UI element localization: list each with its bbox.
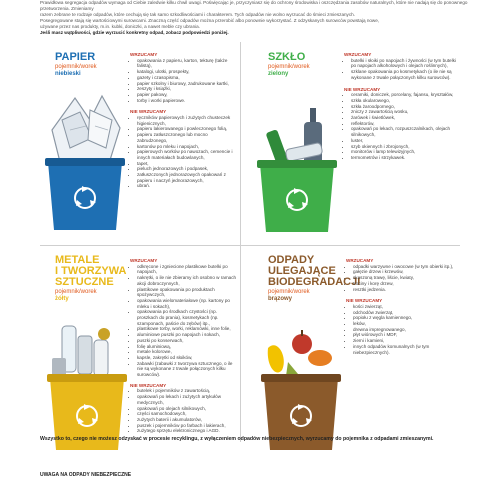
list-item: • aluminiowe puszki po napojach i sokach, bbox=[137, 332, 238, 338]
list-item: • torby i worki papierowe. bbox=[137, 98, 235, 104]
list-item: • skoszoną trawę, liście, kwiaty, bbox=[353, 275, 460, 281]
list-item: • gałęzie drzew i krzewów, bbox=[353, 269, 460, 275]
metal-color: żółty bbox=[55, 296, 69, 302]
list-item: • odchodów zwierząt, bbox=[353, 310, 460, 316]
bio-color: brązowy bbox=[268, 296, 293, 302]
list-item: • papier pakowy, bbox=[137, 92, 235, 98]
list-item: • tapet, bbox=[137, 161, 235, 167]
glass-bin bbox=[252, 100, 342, 240]
paper-lists bbox=[130, 52, 235, 189]
bio-yes-heading: WRZUCAMY bbox=[346, 258, 374, 263]
list-item: • zabawki (zabawki z tworzywa sztucznego, o ile nie są wykonane z trwale połączonych kilku surowców). bbox=[137, 361, 238, 378]
list-item: • plastikowe torby, worki, reklamówki, inne folie, bbox=[137, 326, 238, 332]
list-item: • katalogi, ulotki, prospekty, bbox=[137, 69, 235, 75]
list-item: • zniczy z zawartością wosku, bbox=[351, 109, 459, 115]
list-item: • butelek i pojemników z zawartością, bbox=[137, 388, 238, 394]
metal-no-list bbox=[130, 388, 238, 434]
list-item: • puszki po konserwach, bbox=[137, 338, 238, 344]
list-item: • innych odpadów komunalnych (w tym niebezpiecznych). bbox=[353, 344, 460, 355]
paper-no-heading: NIE WRZUCAMY bbox=[130, 109, 167, 115]
bio-title-1: ODPADY bbox=[268, 254, 315, 266]
list-item: • pieluch jednorazowych i podpasek, bbox=[137, 166, 235, 172]
list-item: • nakrętki, o ile nie zbieramy ich osobno w ramach akcji dobroczynnych, bbox=[137, 275, 238, 286]
list-item: • termometrów i strzykawek. bbox=[351, 155, 459, 161]
list-item: • kości zwierząt, bbox=[353, 304, 460, 310]
metal-no-heading: NIE WRZUCAMY bbox=[130, 382, 167, 388]
glass-bin-label: pojemnik/worek bbox=[268, 64, 310, 70]
list-item: • kapsle, zakrętki od słoików, bbox=[137, 355, 238, 361]
list-item: • ubrań. bbox=[137, 183, 235, 189]
list-item: • metale kolorowe, bbox=[137, 349, 238, 355]
intro-line-5: Jeśli masz wątpliwości, gdzie wyrzucić konkretny odpad, zobacz podpowiedzi poniżej. bbox=[40, 30, 229, 35]
list-item: • opakowań po lekach i zużytych artykułów medycznych, bbox=[137, 394, 238, 405]
plastic-bottles-icon bbox=[52, 326, 110, 376]
paper-no-list bbox=[130, 115, 235, 189]
list-item: • plastikowe opakowania po produktach spożywczych, bbox=[137, 287, 238, 298]
footer-heading: UWAGA NA ODPADY NIEBEZPIECZNE bbox=[40, 472, 132, 478]
list-item: • zatłuszczonych jednorazowych opakowań z papieru i naczyń jednorazowych, bbox=[137, 172, 235, 183]
list-item: • części samochodowych, bbox=[137, 411, 238, 417]
list-item: • szkła żaroodpornego, bbox=[351, 104, 459, 110]
vertical-divider bbox=[240, 42, 241, 442]
paper-color: niebieski bbox=[55, 71, 81, 77]
list-item: • luster, bbox=[351, 138, 459, 144]
food-waste-icon bbox=[268, 330, 332, 376]
intro-line-1: Prawidłowa segregacja odpadów wymaga od Ciebie zaledwie kilku chwil uwagi. Poświęcając je, przyczyniasz się do ochrony środowiska i oszczędzania zasobów naturalnych, które nie nadają się do ponownego przetworzenia. Zmieniamy bbox=[40, 0, 468, 11]
paper-pile-icon bbox=[52, 96, 120, 162]
list-item: • żarówek i świetlówek, bbox=[351, 115, 459, 121]
metal-yes-list bbox=[130, 264, 238, 378]
list-item: • folię aluminiową, bbox=[137, 344, 238, 350]
glass-yes-list bbox=[344, 58, 459, 81]
list-item: • ceramiki, doniczek, porcelany, fajansu, kryształów, bbox=[351, 92, 459, 98]
list-item: • monitorów i lamp telewizyjnych, bbox=[351, 149, 459, 155]
glass-lists bbox=[344, 52, 459, 161]
list-item: • papierowych worków po nawozach, cemencie i innych materiałach budowlanych, bbox=[137, 149, 235, 160]
list-item: • szkła okularowego, bbox=[351, 98, 459, 104]
list-item: • zużytego sprzętu elektronicznego i AGD. bbox=[137, 428, 238, 434]
bio-no-heading: NIE WRZUCAMY bbox=[346, 298, 383, 304]
paper-title: PAPIER bbox=[55, 51, 96, 63]
footer-note: Wszystko to, czego nie możesz odzyskać w procesie recyklingu, z wyłączeniem odpadów niebezpiecznych, wyrzucamy do pojemnika z odpadami zmieszanymi. bbox=[40, 436, 434, 442]
bio-lists bbox=[346, 258, 460, 355]
list-item: • ręczników papierowych i zużytych chusteczek higienicznych, bbox=[137, 115, 235, 126]
list-item: • popiołu z węgla kamiennego, bbox=[353, 315, 460, 321]
list-item: • opakowania z papieru, karton, tekturę (także falistą), bbox=[137, 58, 235, 69]
list-item: • płyt wiórowych i MDF, bbox=[353, 332, 460, 338]
glass-no-list bbox=[344, 92, 459, 160]
bio-yes-list bbox=[346, 264, 460, 293]
glass-no-heading: NIE WRZUCAMY bbox=[344, 86, 381, 92]
list-item: • odpadki warzywne i owocowe (w tym obierki itp.), bbox=[353, 264, 460, 270]
list-item: • opakowań po lekach, rozpuszczalnikach, olejach silnikowych, bbox=[351, 126, 459, 137]
intro-line-2: razem zebrane te rodzaje odpadów, które cechują się tak samo szkodliwościami i charakterem. Tych odpadów nie wolno wyrzucać do śmieci zmieszanych. bbox=[40, 12, 355, 17]
list-item: • zeszyty i książki, bbox=[137, 86, 235, 92]
bio-no-list bbox=[346, 304, 460, 355]
list-item: • opakowania po środkach czystości (np. proszkach do prania), kosmetykach (np. szamponach, paście do zębów) itp., bbox=[137, 309, 238, 326]
list-item: • trociny i korę drzew, bbox=[353, 281, 460, 287]
metal-title-3: SZTUCZNE bbox=[55, 276, 114, 288]
list-item: • papier szkolny i biurowy, zadrukowane kartki, bbox=[137, 81, 235, 87]
list-item: • butelki i słoiki po napojach i żywności (w tym butelki po napojach alkoholowych i olejach roślinnych), bbox=[351, 58, 459, 69]
list-item: • opakowań po olejach silnikowych, bbox=[137, 406, 238, 412]
list-item: • szklane opakowania po kosmetykach (o ile nie są wykonane z trwale połączonych kilku surowców). bbox=[351, 69, 459, 80]
metal-title-1: METALE bbox=[55, 254, 100, 266]
horizontal-divider bbox=[40, 245, 460, 246]
list-item: • resztki jedzenia. bbox=[353, 287, 460, 293]
bio-title-2: ULEGAJĄCE bbox=[268, 265, 336, 277]
list-item: • zużytych baterii i akumulatorów, bbox=[137, 417, 238, 423]
bio-bin-label: pojemnik/worek bbox=[268, 289, 310, 295]
list-item: • opakowania wielomateriałowe (np. kartony po mleku i sokach), bbox=[137, 298, 238, 309]
metal-yes-heading: WRZUCAMY bbox=[130, 258, 158, 263]
glass-title: SZKŁO bbox=[268, 51, 306, 63]
metal-bin-label: pojemnik/worek bbox=[55, 289, 97, 295]
list-item: • papieru lakierowanego i powleczonego folią, bbox=[137, 126, 235, 132]
metal-lists bbox=[130, 258, 238, 434]
list-item: • puszek i pojemników po farbach i lakierach, bbox=[137, 423, 238, 429]
list-item: • papieru zatłuszczonego lub mocno zabrudzonego, bbox=[137, 132, 235, 143]
paper-bin-label: pojemnik/worek bbox=[55, 64, 97, 70]
paper-bin bbox=[40, 90, 130, 240]
bio-title-3: BIODEGRADACJI bbox=[268, 276, 361, 288]
intro-line-3: Posegregowane stają się wartościowymi surowcami. Znaczną część odpadów można przerobić albo ponownie wykorzystać. Z odzyskanych surowców powstają nowe, bbox=[40, 18, 380, 23]
list-item: • gazety i czasopisma, bbox=[137, 75, 235, 81]
intro-line-4: używane przez nas produkty, m.in. kubki, doniczki, a nawet meble czy ubrania. bbox=[40, 24, 201, 29]
list-item: • odkręcone i zgniecione plastikowe butelki po napojach, bbox=[137, 264, 238, 275]
glass-color: zielony bbox=[268, 71, 289, 77]
list-item: • reflektorów, bbox=[351, 121, 459, 127]
list-item: • kartonów po mleku i napojach, bbox=[137, 144, 235, 150]
list-item: • szyb okiennych i zbrojonych, bbox=[351, 144, 459, 150]
paper-yes-list bbox=[130, 58, 235, 104]
intro-text bbox=[40, 0, 470, 36]
paper-yes-heading: WRZUCAMY bbox=[130, 52, 158, 57]
list-item: • ziemi i kamieni, bbox=[353, 338, 460, 344]
metal-title-2: I TWORZYWA bbox=[55, 265, 127, 277]
list-item: • drewna impregnowanego, bbox=[353, 327, 460, 333]
list-item: • leków, bbox=[353, 321, 460, 327]
glass-yes-heading: WRZUCAMY bbox=[344, 52, 372, 57]
